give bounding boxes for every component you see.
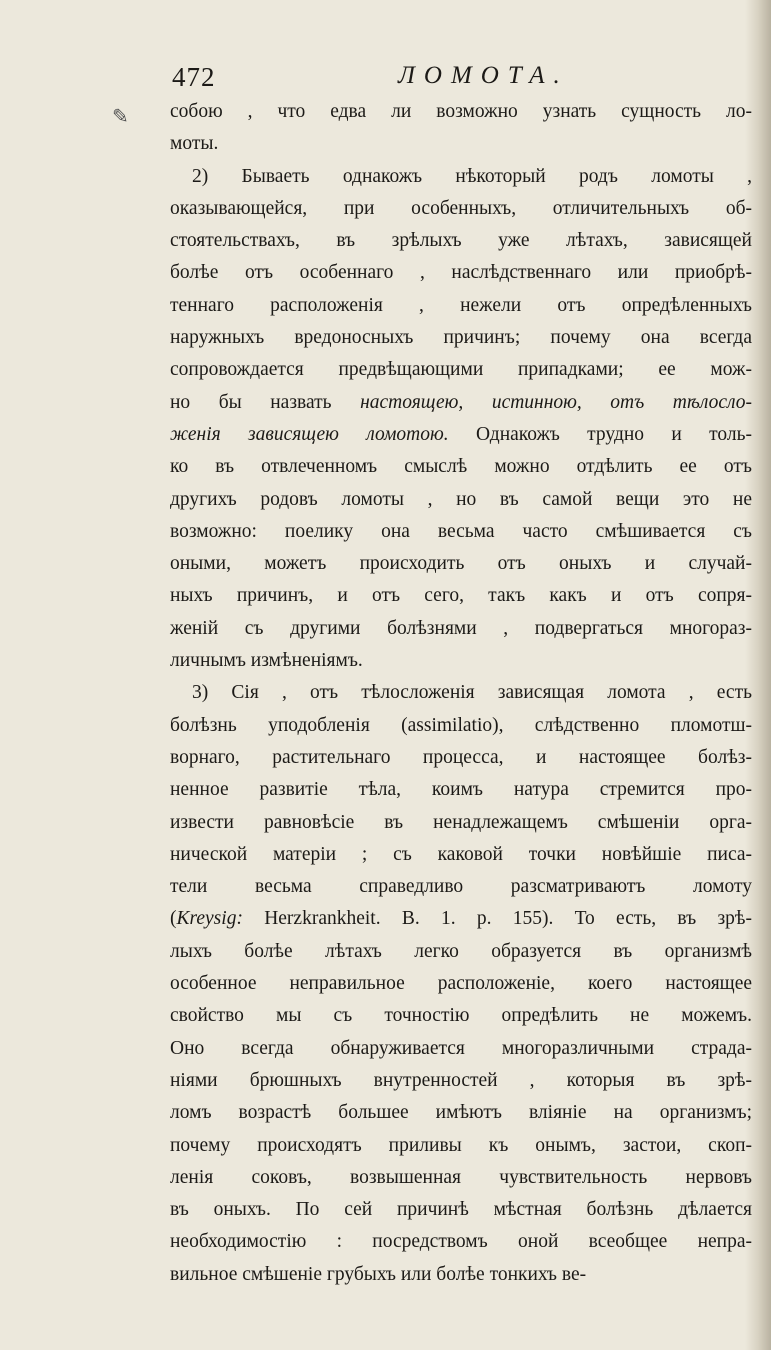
text-line xyxy=(170,1065,752,1097)
text-run: оказывающейся, при особенныхъ, отличительныхъ об- xyxy=(170,197,752,219)
text-run: женій съ другими болѣзнями , подвергаться многораз- xyxy=(170,617,752,639)
text-run: болѣе отъ особеннаго , наслѣдственнаго или приобрѣ- xyxy=(170,262,752,284)
page-number: 472 xyxy=(172,62,216,92)
text-line xyxy=(170,516,752,548)
text-run: тели весьма справедливо разсматриваютъ ломоту xyxy=(170,876,752,898)
text-line xyxy=(170,807,752,839)
text-line xyxy=(170,580,752,612)
text-run: ленія соковъ, возвышенная чувствительность нервовъ xyxy=(170,1166,752,1188)
text-line xyxy=(170,710,752,742)
body-text xyxy=(170,96,752,1291)
margin-mark: ✎ xyxy=(112,106,129,128)
text-line xyxy=(170,1097,752,1129)
text-line xyxy=(170,1259,752,1291)
text-run: стоятельствахъ, въ зрѣлыхъ уже лѣтахъ, зависящей xyxy=(170,230,752,252)
text-run: Оно всегда обнаруживается многоразличными страда- xyxy=(170,1037,752,1059)
text-line xyxy=(170,936,752,968)
text-line xyxy=(170,257,752,289)
text-line xyxy=(170,677,752,709)
text-run: почему происходятъ приливы къ онымъ, застои, скоп- xyxy=(170,1134,752,1156)
text-line xyxy=(170,96,752,128)
text-line xyxy=(170,548,752,580)
text-run: особенное неправильное расположеніе, коего настоящее xyxy=(170,973,752,995)
text-line xyxy=(170,225,752,257)
text-run: въ оныхъ. По сей причинѣ мѣстная болѣзнь дѣлается xyxy=(170,1199,752,1221)
text-run: но бы назвать xyxy=(170,391,361,413)
text-run: нической матеріи ; съ каковой точки новѣйшіе писа- xyxy=(170,843,752,865)
text-line xyxy=(170,968,752,1000)
text-run: ніями брюшныхъ внутренностей , которыя въ зрѣ- xyxy=(170,1069,752,1091)
text-line xyxy=(170,419,752,451)
text-line xyxy=(170,839,752,871)
running-title: ЛОМОТА. xyxy=(398,62,569,89)
text-line xyxy=(170,871,752,903)
text-run: ломъ возрастѣ большее имѣютъ вліяніе на организмъ; xyxy=(170,1102,752,1124)
text-run: личнымъ измѣненіямъ. xyxy=(170,650,363,672)
text-run: извести равновѣсіе въ ненадлежащемъ смѣшеніи орга- xyxy=(170,811,752,833)
text-run: Однакожъ трудно и толь- xyxy=(448,423,752,445)
text-run: Herzkrankheit. B. 1. p. 155). То есть, въ зрѣ- xyxy=(242,908,752,930)
text-run: 2) Бываеть однакожъ нѣкоторый родъ ломоты , xyxy=(192,165,752,187)
text-run: 3) Сія , отъ тѣлосложенія зависящая ломота , есть xyxy=(192,682,752,704)
text-line xyxy=(170,128,752,160)
text-line xyxy=(170,613,752,645)
text-line xyxy=(170,742,752,774)
text-line xyxy=(170,774,752,806)
text-run: ко въ отвлеченномъ смыслѣ можно отдѣлить ее отъ xyxy=(170,456,752,478)
italic-run: Kreysig: xyxy=(176,908,243,930)
italic-run: женія зависящею ломотою. xyxy=(170,423,449,445)
text-run: сопровождается предвѣщающими припадками; ее мож- xyxy=(170,359,752,381)
text-line xyxy=(170,645,752,677)
text-run: ненное развитіе тѣла, коимъ натура стремится про- xyxy=(170,779,752,801)
text-line xyxy=(170,451,752,483)
text-line xyxy=(170,387,752,419)
text-run: ворнаго, растительнаго процесса, и настоящее болѣз- xyxy=(170,746,752,768)
text-line xyxy=(170,1000,752,1032)
text-line xyxy=(170,161,752,193)
text-line xyxy=(170,322,752,354)
text-line xyxy=(170,1226,752,1258)
text-run: возможно: поелику она весьма часто смѣшивается съ xyxy=(170,520,752,542)
text-run: оными, можетъ происходить отъ оныхъ и случай- xyxy=(170,553,752,575)
italic-run: настоящею, истинною, отъ тѣлосло- xyxy=(360,391,752,413)
text-run: вильное смѣшеніе грубыхъ или болѣе тонкихъ ве- xyxy=(170,1263,587,1285)
text-run: наружныхъ вредоносныхъ причинъ; почему она всегда xyxy=(170,327,752,349)
text-run: собою , что едва ли возможно узнать сущность ло- xyxy=(170,101,752,122)
text-run: необходимостію : посредствомъ оной всеобщее непра- xyxy=(170,1231,752,1253)
text-line xyxy=(170,1162,752,1194)
text-run: моты. xyxy=(170,133,219,155)
text-run: ныхъ причинъ, и отъ сего, такъ какъ и отъ сопря- xyxy=(170,585,752,607)
text-run: свойство мы съ точностію опредѣлить не можемъ. xyxy=(170,1005,752,1027)
text-line xyxy=(170,193,752,225)
text-run: болѣзнь уподобленія (assimilatio), слѣдственно пломотш- xyxy=(170,714,752,736)
text-line xyxy=(170,1130,752,1162)
text-line xyxy=(170,354,752,386)
text-line xyxy=(170,484,752,516)
text-line xyxy=(170,1194,752,1226)
text-run: лыхъ болѣе лѣтахъ легко образуется въ организмѣ xyxy=(170,940,752,962)
text-line xyxy=(170,1033,752,1065)
text-run: теннаго расположенія , нежели отъ опредѣленныхъ xyxy=(170,294,752,316)
text-run: ( xyxy=(170,908,177,930)
text-run: другихъ родовъ ломоты , но въ самой вещи это не xyxy=(170,488,752,510)
text-line xyxy=(170,903,752,935)
text-line xyxy=(170,290,752,322)
